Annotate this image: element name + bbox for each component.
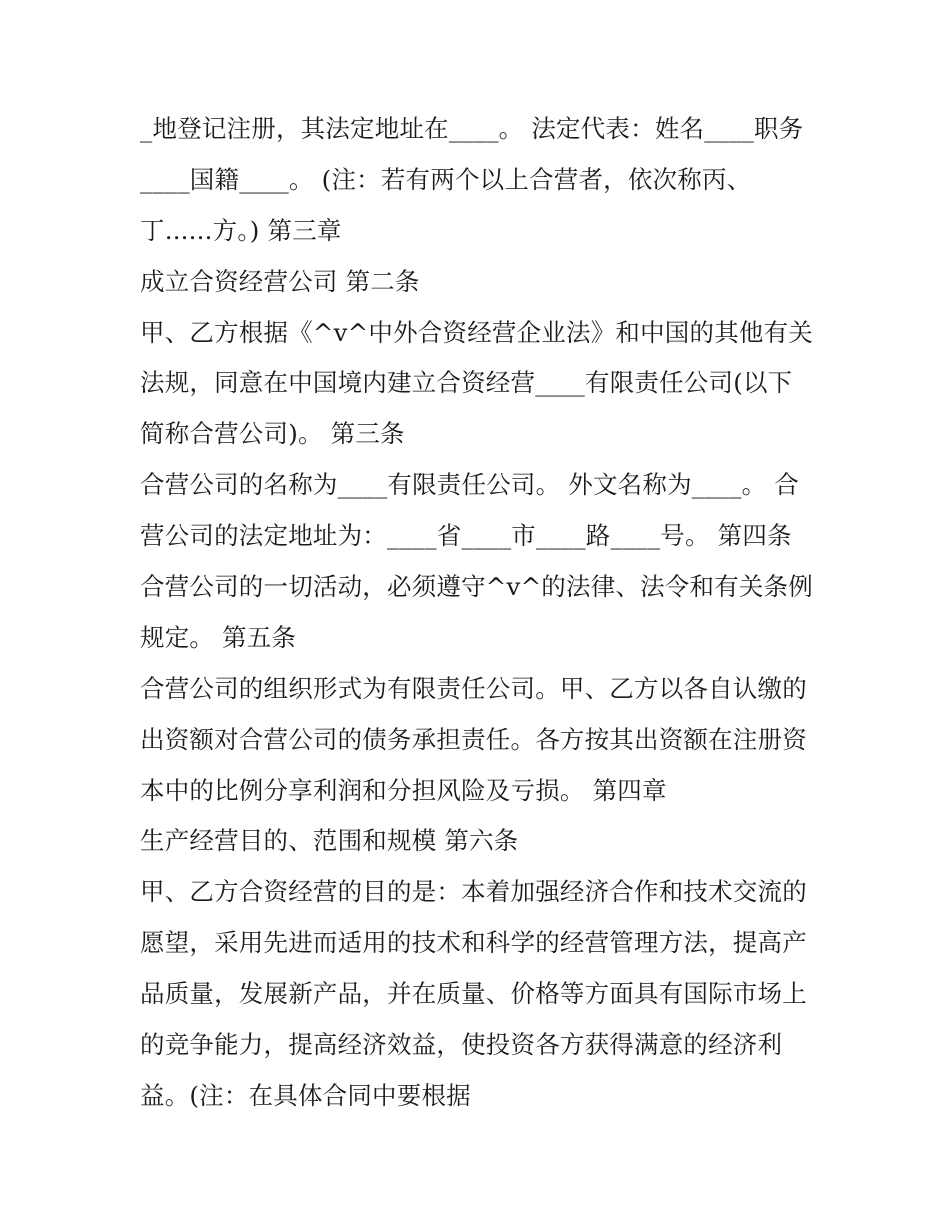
document-body — [140, 104, 830, 1122]
text-line: 丁......方。) 第三章 — [140, 215, 342, 245]
text-line: 益。(注：在具体合同中要根据 — [140, 1080, 471, 1110]
text-line: _地登记注册，其法定地址在____。 法定代表：姓名____职务 — [140, 114, 804, 143]
text-line: 品质量，发展新产品，并在质量、价格等方面具有国际市场上 — [140, 979, 807, 1009]
text-line: 甲、乙方合资经营的目的是：本着加强经济合作和技术交流的 — [140, 877, 807, 907]
text-line: 法规，同意在中国境内建立合资经营____有限责任公司(以下 — [140, 368, 793, 398]
text-line: 甲、乙方根据《^v^中外合资经营企业法》和中国的其他有关 — [140, 317, 813, 347]
text-line: 营公司的法定地址为：____省____市____路____号。 第四条 — [140, 521, 792, 551]
text-line: 合营公司的组织形式为有限责任公司。甲、乙方以各自认缴的 — [140, 673, 807, 703]
text-line: 生产经营目的、范围和规模 第六条 — [140, 826, 519, 856]
text-line: 合营公司的名称为____有限责任公司。 外文名称为____。 合 — [140, 470, 799, 500]
text-line: 本中的比例分享利润和分担风险及亏损。 第四章 — [140, 775, 667, 805]
text-line: 规定。 第五条 — [140, 622, 297, 652]
text-line: 成立合资经营公司 第二条 — [140, 266, 420, 296]
text-line: ____国籍____。 (注：若有两个以上合营者，依次称丙、 — [140, 164, 752, 194]
text-line: 简称合营公司)。 第三条 — [140, 419, 405, 449]
text-line: 的竞争能力，提高经济效益，使投资各方获得满意的经济利 — [140, 1030, 783, 1060]
text-line: 合营公司的一切活动，必须遵守^v^的法律、法令和有关条例 — [140, 572, 813, 602]
text-line: 出资额对合营公司的债务承担责任。各方按其出资额在注册资 — [140, 724, 807, 754]
text-line: 愿望，采用先进而适用的技术和科学的经营管理方法，提高产 — [140, 928, 807, 958]
